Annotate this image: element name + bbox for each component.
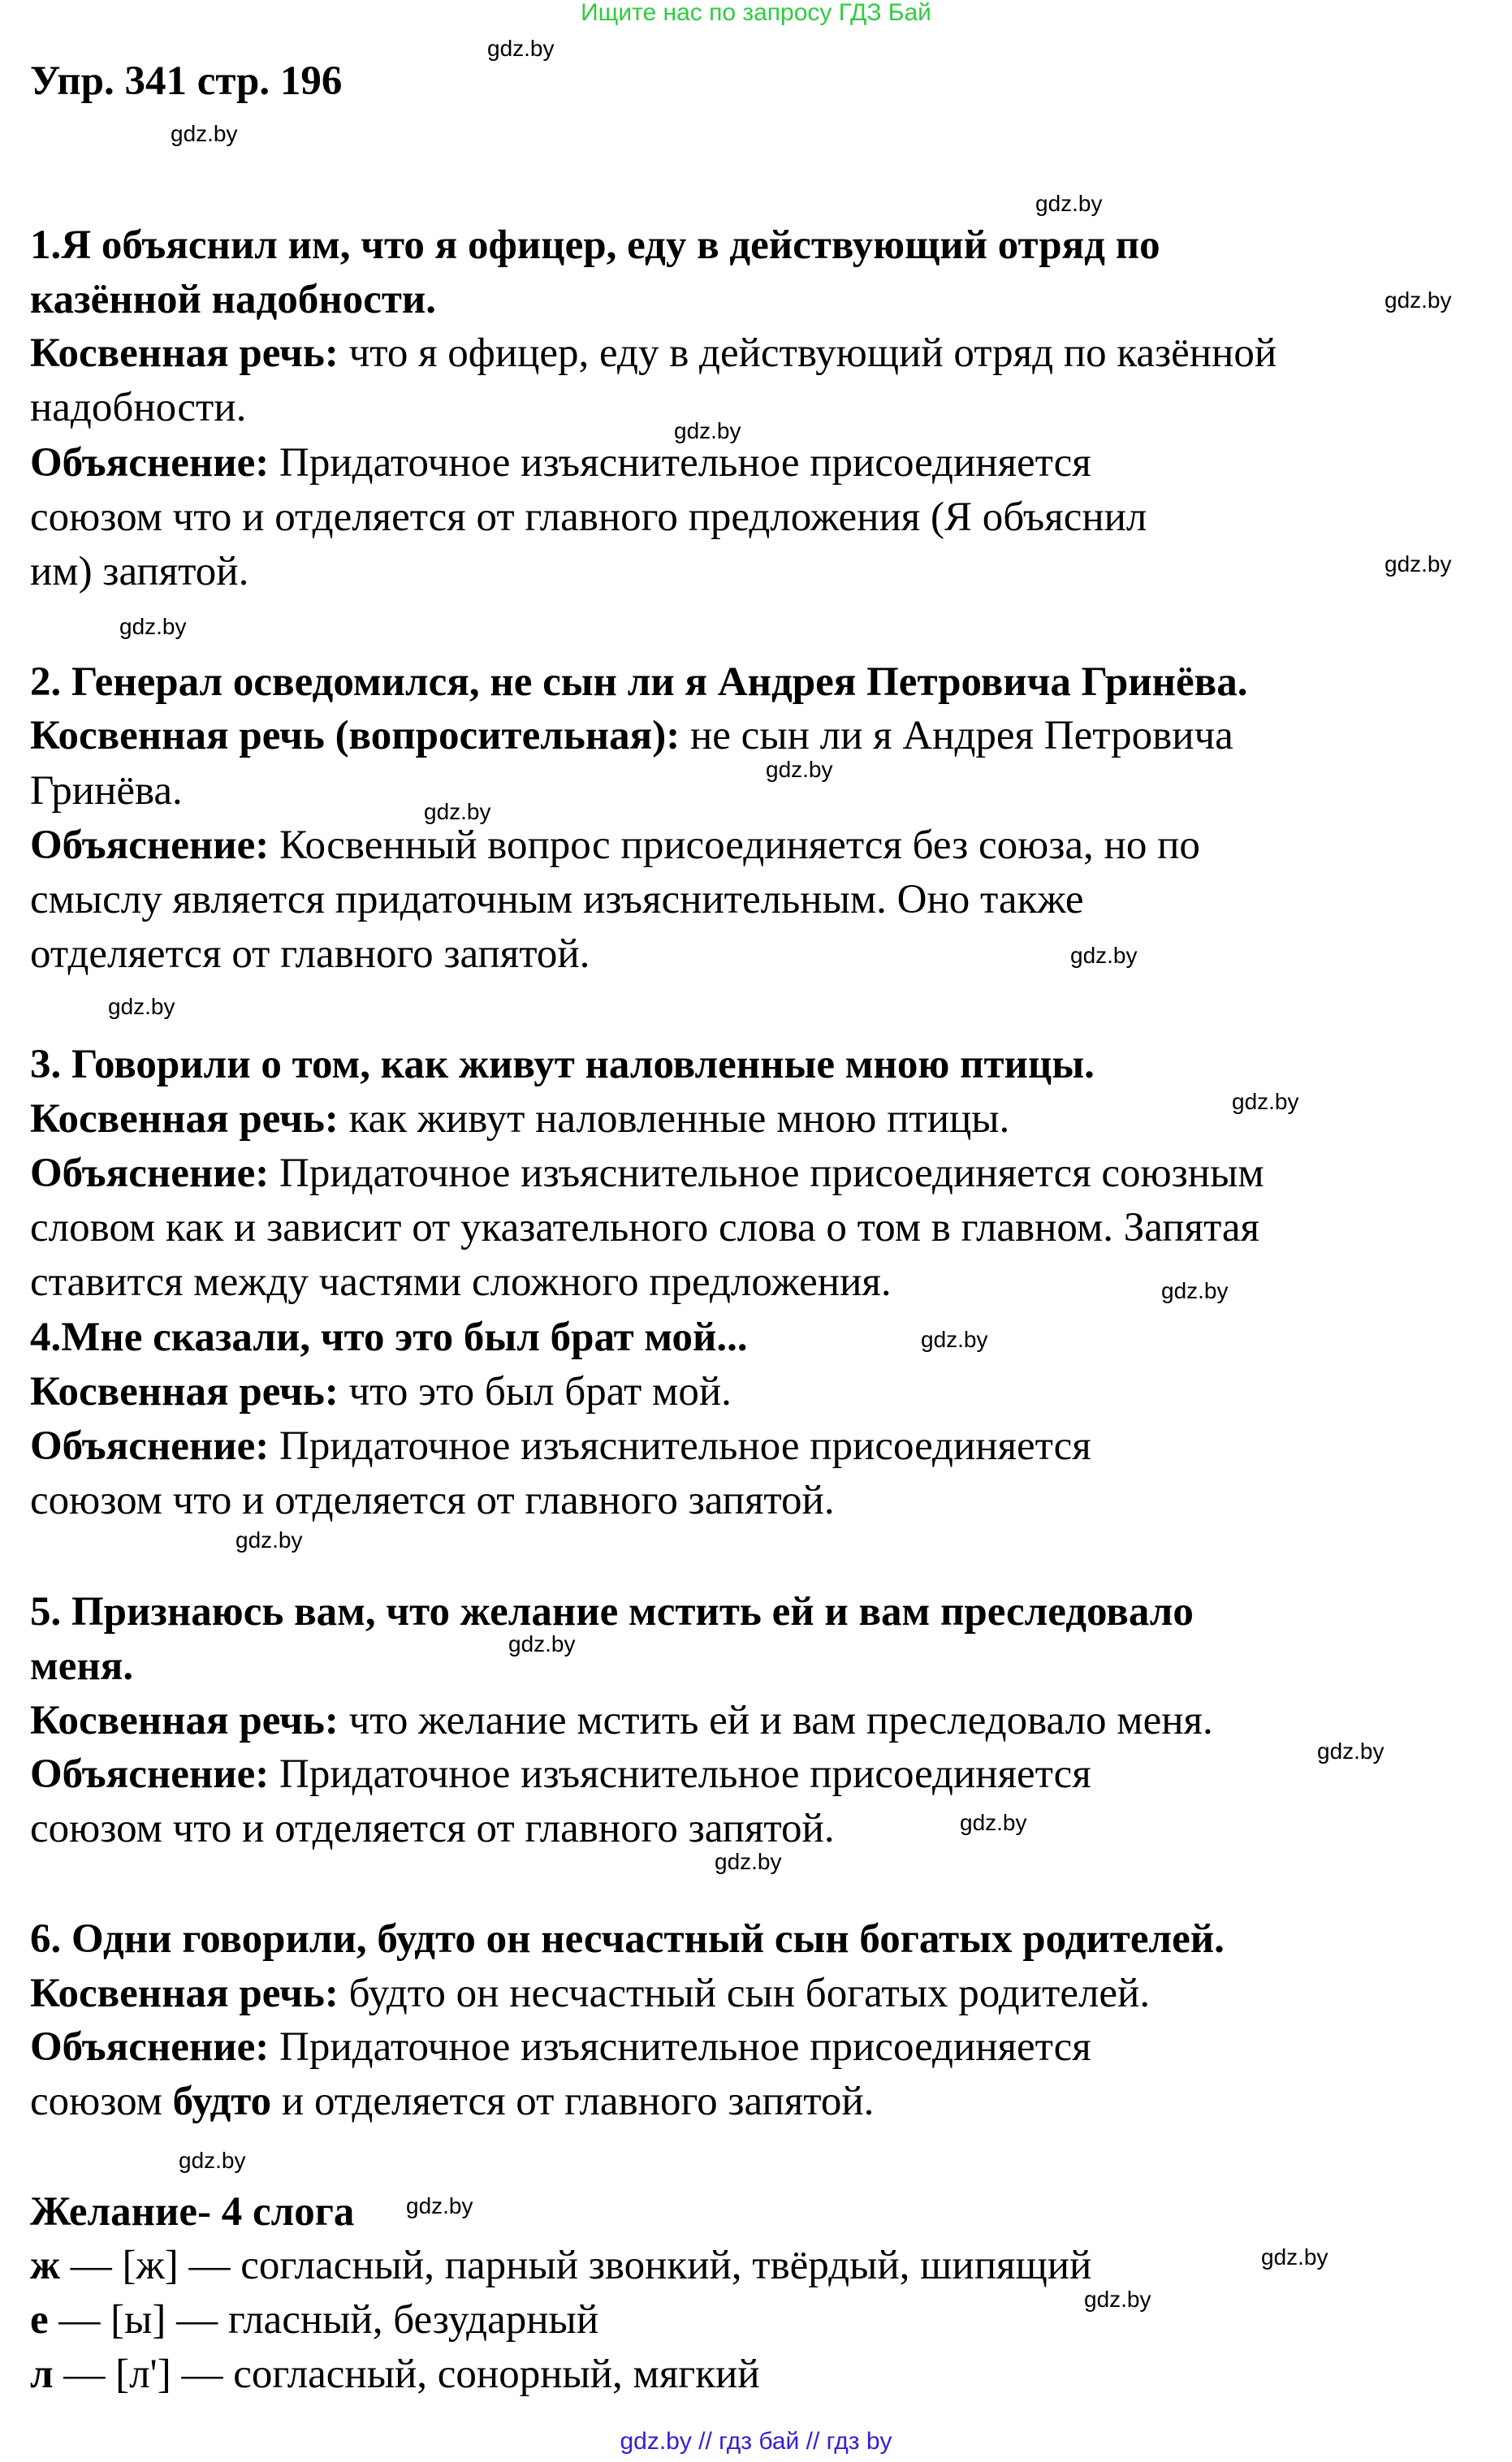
- item-3-explanation-line-2: словом как и зависит от указательного слова о том в главном. Запятая: [30, 1205, 1259, 1250]
- phonetics-row-3: [30, 2350, 760, 2399]
- item-2-explanation-line-1: [30, 821, 1200, 870]
- item-2-speech-text: не сын ли я Андрея Петровича: [680, 713, 1233, 758]
- watermark: gdz.by: [424, 799, 491, 824]
- item-6-explanation-text-c: и отделяется от главного запятой.: [271, 2079, 875, 2124]
- item-2-explanation-label: Объяснение:: [30, 823, 270, 868]
- item-6-explanation-conjunction: будто: [172, 2079, 272, 2124]
- item-1-sentence-line-1: 1.Я объяснил им, что я офицер, еду в действующий отряд по: [30, 222, 1160, 268]
- item-4-explanation-text: Придаточное изъяснительное присоединяется: [269, 1423, 1091, 1469]
- phonetics-row-2-letter: е: [30, 2297, 49, 2343]
- watermark: gdz.by: [179, 2148, 246, 2173]
- item-5-speech-label: Косвенная речь:: [30, 1698, 339, 1743]
- watermark: gdz.by: [921, 1327, 988, 1352]
- item-4-explanation-line-2: союзом что и отделяется от главного запятой.: [30, 1478, 835, 1523]
- phonetics-heading: Желание- 4 слога: [30, 2189, 355, 2235]
- phonetics-row-1-text: — [ж] — согласный, парный звонкий, твёрдый, шипящий: [59, 2243, 1092, 2288]
- item-5-explanation-line-2: союзом что и отделяется от главного запятой.: [30, 1806, 835, 1851]
- item-6-explanation-text: Придаточное изъяснительное присоединяется: [269, 2024, 1091, 2070]
- item-1-sentence-line-2: казённой надобности.: [30, 277, 437, 322]
- item-2-speech-label: Косвенная речь (вопросительная):: [30, 713, 680, 758]
- watermark: gdz.by: [171, 121, 238, 146]
- item-4-sentence-line-1: 4.Мне сказали, что это был брат мой...: [30, 1315, 748, 1360]
- watermark: gdz.by: [674, 418, 741, 443]
- item-3-explanation-line-3: ставится между частями сложного предложения.: [30, 1259, 892, 1305]
- item-1-explanation-line-2: союзом что и отделяется от главного предложения (Я объяснил: [30, 495, 1147, 540]
- item-4-explanation-line-1: [30, 1422, 1091, 1471]
- item-3-speech-label: Косвенная речь:: [30, 1096, 339, 1142]
- phonetics-row-2: [30, 2296, 598, 2344]
- item-3-explanation-line-1: [30, 1149, 1264, 1198]
- item-2-sentence-line-1: 2. Генерал осведомился, не сын ли я Андрея Петровича Гринёва.: [30, 659, 1248, 705]
- phonetics-row-2-text: — [ы] — гласный, безударный: [48, 2297, 599, 2343]
- phonetics-row-3-text: — [л'] — согласный, сонорный, мягкий: [53, 2352, 760, 2397]
- watermark: gdz.by: [487, 36, 555, 61]
- item-5-explanation-text: Придаточное изъяснительное присоединяется: [269, 1751, 1091, 1797]
- item-6-explanation-line-1: [30, 2023, 1091, 2071]
- watermark: gdz.by: [1261, 2244, 1328, 2270]
- item-3-explanation-label: Объяснение:: [30, 1151, 270, 1196]
- item-4-speech-text: что это был брат мой.: [338, 1369, 732, 1415]
- watermark: gdz.by: [108, 994, 175, 1019]
- watermark: gdz.by: [1084, 2287, 1151, 2312]
- watermark: gdz.by: [1385, 551, 1452, 577]
- item-3-speech-line-1: [30, 1095, 1009, 1143]
- item-5-speech-line-1: [30, 1696, 1213, 1745]
- item-5-speech-text: что желание мстить ей и вам преследовало меня.: [338, 1698, 1213, 1743]
- footer-links: gdz.by // гдз бай // гдз by: [620, 2428, 892, 2455]
- watermark: gdz.by: [766, 757, 833, 782]
- watermark: gdz.by: [1317, 1739, 1385, 1764]
- watermark: gdz.by: [1161, 1278, 1229, 1303]
- item-1-speech-text: что я офицер, еду в действующий отряд по казённой: [338, 330, 1277, 376]
- watermark: gdz.by: [1232, 1089, 1299, 1114]
- item-6-speech-text: будто он несчастный сын богатых родителей.: [338, 1971, 1151, 2016]
- item-6-explanation-text-a: союзом: [30, 2079, 173, 2124]
- watermark: gdz.by: [960, 1810, 1027, 1835]
- item-4-explanation-label: Объяснение:: [30, 1423, 270, 1469]
- item-3-explanation-text: Придаточное изъяснительное присоединяется союзным: [269, 1151, 1264, 1196]
- item-6-speech-line-1: [30, 1969, 1150, 2018]
- item-5-sentence-line-1: 5. Признаюсь вам, что желание мстить ей и вам преследовало: [30, 1589, 1194, 1635]
- item-1-explanation-line-1: [30, 438, 1091, 487]
- item-6-sentence-line-1: 6. Одни говорили, будто он несчастный сын богатых родителей.: [30, 1916, 1225, 1962]
- item-3-speech-text: как живут наловленные мною птицы.: [338, 1096, 1010, 1142]
- watermark: gdz.by: [119, 614, 187, 639]
- item-1-explanation-label: Объяснение:: [30, 440, 270, 486]
- item-2-speech-line-1: [30, 711, 1233, 760]
- watermark: gdz.by: [1385, 287, 1452, 313]
- item-2-speech-line-2: Гринёва.: [30, 768, 183, 814]
- item-1-speech-line-2: надобности.: [30, 385, 247, 430]
- item-5-sentence-line-2: меня.: [30, 1643, 134, 1689]
- phonetics-row-1: [30, 2241, 1091, 2290]
- item-6-explanation-line-2: [30, 2077, 874, 2126]
- watermark: gdz.by: [406, 2193, 473, 2218]
- phonetics-row-3-letter: л: [30, 2352, 54, 2397]
- top-banner: Ищите нас по запросу ГДЗ Бай: [581, 0, 931, 26]
- item-1-speech-line-1: [30, 329, 1277, 378]
- item-1-explanation-text: Придаточное изъяснительное присоединяется: [269, 440, 1091, 486]
- item-2-explanation-line-3: отделяется от главного запятой.: [30, 931, 590, 977]
- item-3-sentence-line-1: 3. Говорили о том, как живут наловленные мною птицы.: [30, 1042, 1095, 1087]
- watermark: gdz.by: [508, 1631, 576, 1656]
- item-2-explanation-text: Косвенный вопрос присоединяется без союза, но по: [269, 823, 1200, 868]
- item-2-explanation-line-2: смыслу является придаточным изъяснительным. Оно также: [30, 877, 1084, 922]
- item-4-speech-label: Косвенная речь:: [30, 1369, 339, 1415]
- watermark: gdz.by: [1070, 943, 1138, 968]
- watermark: gdz.by: [235, 1527, 303, 1553]
- item-1-speech-label: Косвенная речь:: [30, 330, 339, 376]
- phonetics-row-1-letter: ж: [30, 2243, 60, 2288]
- item-1-explanation-line-3: им) запятой.: [30, 549, 249, 594]
- item-4-speech-line-1: [30, 1367, 732, 1416]
- item-5-explanation-label: Объяснение:: [30, 1751, 270, 1797]
- item-6-speech-label: Косвенная речь:: [30, 1971, 339, 2016]
- item-6-explanation-label: Объяснение:: [30, 2024, 270, 2070]
- watermark: gdz.by: [1035, 191, 1103, 216]
- watermark: gdz.by: [715, 1849, 782, 1874]
- item-5-explanation-line-1: [30, 1750, 1091, 1799]
- page-title: Упр. 341 стр. 196: [30, 58, 343, 104]
